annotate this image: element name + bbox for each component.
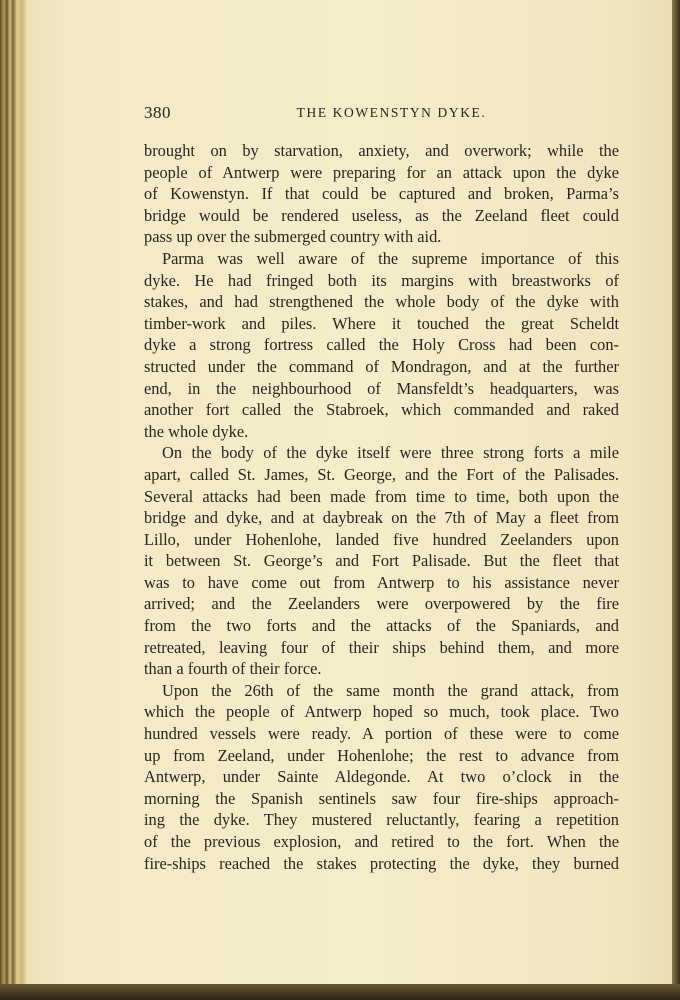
text-line: Lillo, under Hohenlohe, landed five hundred Zeelanders upon (144, 529, 619, 549)
text-line: the whole dyke. (144, 421, 249, 441)
text-line: of Kowenstyn. If that could be captured and broken, Parma’s (144, 184, 619, 204)
text-line: up from Zeeland, under Hohenlohe; the rest to advance from (144, 745, 619, 765)
text-line: retreated, leaving four of their ships behind them, and more (144, 637, 619, 657)
text-line: bridge would be rendered useless, as the Zeeland fleet could (144, 205, 619, 225)
text-line: timber-work and piles. Where it touched the great Scheldt (144, 313, 619, 333)
text-line: structed under the command of Mondragon, and at the further (144, 356, 619, 376)
text-line: which the people of Antwerp hoped so much, took place. Two (144, 702, 619, 722)
scan-bottom-border (0, 984, 680, 1000)
text-line: stakes, and had strengthened the whole body of the dyke with (144, 292, 619, 312)
text-line: Parma was well aware of the supreme importance of this (162, 248, 619, 268)
text-line: bridge and dyke, and at daybreak on the 7th of May a fleet from (144, 508, 619, 528)
running-head: THE KOWENSTYN DYKE. (296, 105, 487, 120)
text-line: apart, called St. James, St. George, and the Fort of the Palisades. (144, 464, 619, 484)
text-line: brought on by starvation, anxiety, and overwork; while the (144, 141, 619, 160)
text-line: dyke a strong fortress called the Holy Cross had been con- (144, 335, 619, 355)
text-line: pass up over the submerged country with aid. (144, 227, 442, 247)
text-line: was to have come out from Antwerp to his assistance never (144, 572, 619, 592)
text-line: end, in the neighbourhood of Mansfeldt’s headquarters, was (144, 378, 619, 398)
text-line: Several attacks had been made from time to time, both upon the (144, 486, 619, 506)
text-line: people of Antwerp were preparing for an attack upon the dyke (144, 162, 619, 182)
page-header (144, 103, 619, 127)
text-line: it between St. George’s and Fort Palisade. But the fleet that (144, 551, 619, 571)
text-line: On the body of the dyke itself were three strong forts a mile (162, 443, 619, 463)
text-line: dyke. He had fringed both its margins with breastworks of (144, 270, 619, 290)
text-line: hundred vessels were ready. A portion of these were to come (144, 724, 619, 744)
text-line: than a fourth of their force. (144, 659, 322, 679)
body-text (144, 140, 619, 874)
page-number: 380 (144, 103, 171, 122)
text-line: ing the dyke. They mustered reluctantly, fearing a repetition (144, 810, 619, 830)
text-line: Antwerp, under Sainte Aldegonde. At two o’clock in the (144, 767, 619, 787)
text-line: fire-ships reached the stakes protecting the dyke, they burned (144, 853, 619, 873)
text-line: Upon the 26th of the same month the grand attack, from (162, 680, 619, 700)
text-line: from the two forts and the attacks of the Spaniards, and (144, 616, 619, 636)
text-line: of the previous explosion, and retired to the fort. When the (144, 832, 619, 851)
text-line: arrived; and the Zeelanders were overpowered by the fire (144, 594, 619, 614)
text-line: another fort called the Stabroek, which commanded and raked (144, 400, 619, 420)
scan-right-border (672, 0, 680, 1000)
text-line: morning the Spanish sentinels saw four fire-ships approach- (144, 788, 619, 808)
